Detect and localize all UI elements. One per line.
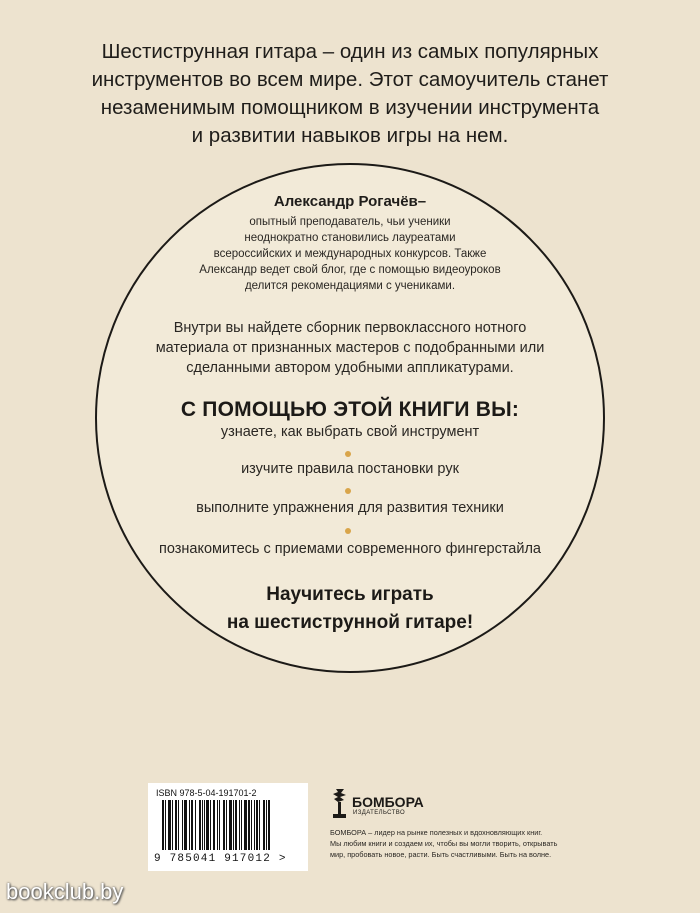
inside-line: Внутри вы найдете сборник первоклассного нотного (173, 320, 527, 336)
publisher-logo-name: БОМБОРА (352, 794, 424, 810)
inside-line: материала от признанных мастеров с подобранными или (155, 340, 545, 356)
bombora-logo-icon (330, 785, 352, 821)
bullet-dot (345, 488, 351, 494)
author-bio-line: всероссийских и международных конкурсов. Также (213, 248, 487, 260)
intro-line: Шестиструнная гитара – один из самых популярных (101, 40, 599, 63)
inside-line: сделанными автором удобными аппликатурами. (186, 360, 514, 376)
benefit-item: выполните упражнения для развития техники (196, 500, 504, 516)
site-watermark: bookclub.by (6, 879, 124, 904)
intro-line: незаменимым помощником в изучении инструмента (100, 96, 600, 119)
cta-line: Научитесь играть (266, 584, 434, 605)
barcode-box (148, 783, 308, 871)
inside-paragraph (0, 318, 700, 378)
isbn-label: ISBN 978-5-04-191701-2 (156, 788, 257, 798)
author-bio-line: Александр ведет свой блог, где с помощью видеоуроков (199, 264, 501, 276)
publisher-line: мир, пробовать новое, расти. Быть счастливыми. Быть на волне. (330, 850, 552, 859)
publisher-logo (330, 785, 470, 825)
publisher-description (330, 827, 630, 860)
intro-paragraph (60, 38, 640, 150)
barcode-icon (162, 800, 300, 850)
benefit-item: познакомитесь с приемами современного фингерстайла (158, 541, 541, 557)
publisher-logo-subtitle: ИЗДАТЕЛЬСТВО (353, 810, 406, 816)
call-to-action (0, 581, 700, 637)
publisher-line: БОМБОРА – лидер на рынке полезных и вдохновляющих книг. (330, 828, 543, 837)
bullet-dot (345, 451, 351, 457)
author-bio (0, 214, 700, 294)
benefit-item: изучите правила постановки рук (241, 461, 459, 477)
publisher-line: Мы любим книги и создаем их, чтобы вы могли творить, открывать (330, 839, 558, 848)
barcode-digits: 9 785041 917012 > (154, 853, 287, 865)
benefits-heading: С ПОМОЩЬЮ ЭТОЙ КНИГИ ВЫ: (180, 398, 520, 421)
author-bio-line: опытный преподаватель, чьи ученики (249, 216, 451, 228)
bullet-dot (345, 528, 351, 534)
intro-line: и развитии навыков игры на нем. (191, 124, 509, 147)
author-bio-line: неоднократно становились лауреатами (244, 232, 456, 244)
intro-line: инструментов во всем мире. Этот самоучитель станет (91, 68, 609, 91)
author-name: Александр Рогачёв– (273, 193, 427, 210)
benefit-item: узнаете, как выбрать свой инструмент (220, 424, 480, 440)
author-bio-line: делится рекомендациями с учениками. (244, 280, 456, 292)
cta-line: на шестиструнной гитаре! (226, 612, 474, 633)
